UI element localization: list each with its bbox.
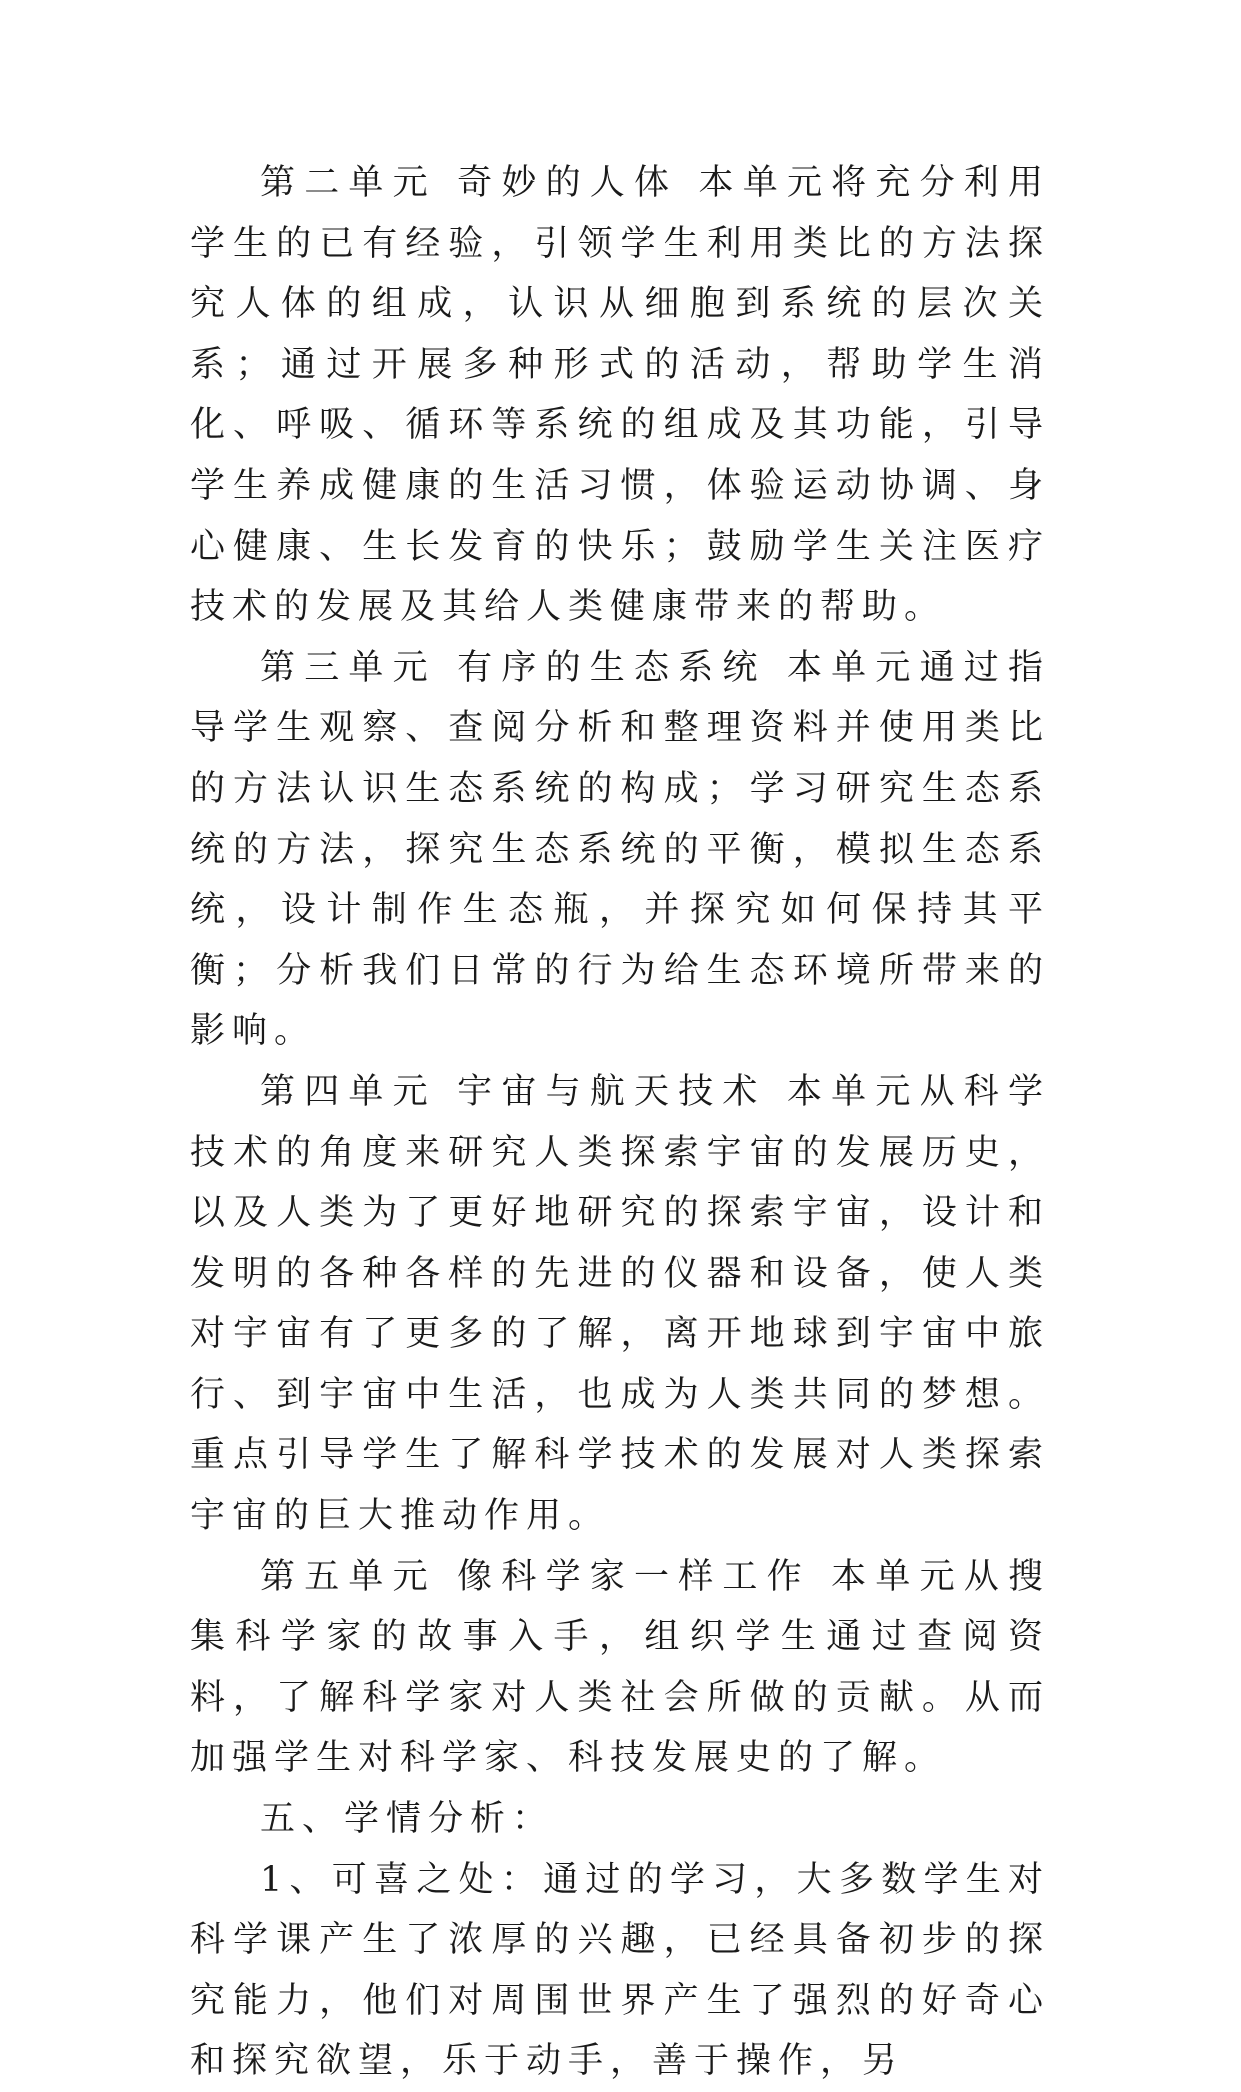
paragraph-unit-2: 第二单元 奇妙的人体 本单元将充分利用学生的已有经验，引领学生利用类比的方法探究人体的组成，认识从细胞到系统的层次关系；通过开展多种形式的活动，帮助学生消化、呼吸、循环等系统的组成及其功能，引导学生养成健康的生活习惯，体验运动协调、身心健康、生长发育的快乐；鼓励学生关注医疗技术的发展及其给人类健康带来的帮助。 bbox=[190, 163, 1050, 628]
paragraph-strengths: 1、可喜之处：通过的学习，大多数学生对科学课产生了浓厚的兴趣，已经具备初步的探究能力，他们对周围世界产生了强烈的好奇心和探究欲望，乐于动手，善于操作，另 bbox=[190, 1859, 1050, 2082]
paragraph-unit-5: 第五单元 像科学家一样工作 本单元从搜集科学家的故事入手，组织学生通过查阅资料，了解科学家对人类社会所做的贡献。从而加强学生对科学家、科技发展史的了解。 bbox=[190, 1556, 1050, 1779]
paragraph-unit-4: 第四单元 宇宙与航天技术 本单元从科学技术的角度来研究人类探索宇宙的发展历史，以及人类为了更好地研究的探索宇宙，设计和发明的各种各样的先进的仪器和设备，使人类对宇宙有了更多的了解，离开地球到宇宙中旅行、到宇宙中生活，也成为人类共同的梦想。重点引导学生了解科学技术的发展对人类探索宇宙的巨大推动作用。 bbox=[190, 1071, 1050, 1537]
document-body bbox=[190, 153, 1050, 2092]
paragraph-unit-3: 第三单元 有序的生态系统 本单元通过指导学生观察、查阅分析和整理资料并使用类比的方法认识生态系统的构成；学习研究生态系统的方法，探究生态系统的平衡，模拟生态系统，设计制作生态瓶，并探究如何保持其平衡；分析我们日常的行为给生态环境所带来的影响。 bbox=[190, 647, 1050, 1052]
section-heading-learning-analysis: 五、学情分析： bbox=[260, 1799, 555, 1840]
